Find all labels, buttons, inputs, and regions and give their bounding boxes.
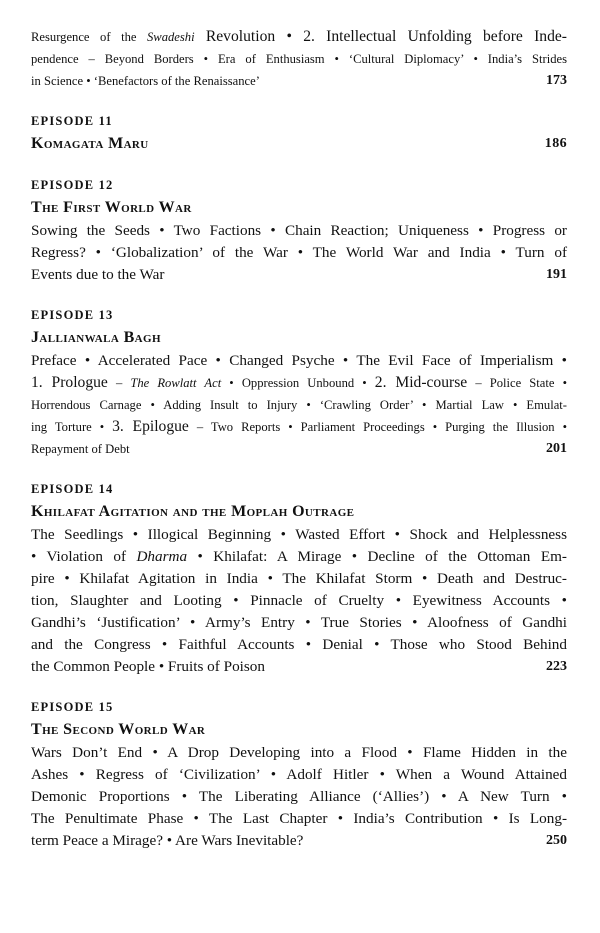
topic-line-last: Events due to the War 191	[31, 264, 567, 286]
episode-title: Komagata Maru 186	[31, 132, 567, 156]
topic-line: The Seedlings • Illogical Beginning • Wasted Effort • Shock and Helplessness	[31, 526, 567, 543]
topic-line: Regress? • ‘Globalization’ of the War • The World War and India • Turn of	[31, 244, 567, 261]
topic-line-last: Repayment of Debt 201	[31, 438, 567, 460]
episode-12	[31, 174, 567, 286]
page-number: 191	[546, 267, 567, 282]
episode-title: The Second World War	[31, 721, 206, 738]
topic-line: Sowing the Seeds • Two Factions • Chain Reaction; Uniqueness • Progress or	[31, 222, 567, 239]
episode-label: EPISODE 15	[31, 700, 114, 714]
page-number: 201	[546, 441, 567, 456]
topic-line: Preface • Accelerated Pace • Changed Psyche • The Evil Face of Imperialism •	[31, 352, 567, 369]
episode-label: EPISODE 12	[31, 178, 114, 192]
episode-label: EPISODE 14	[31, 482, 114, 496]
intro-line-2: pendence – Beyond Borders • Era of Enthusiasm • ‘Cultural Diplomacy’ • India’s Strides	[31, 52, 567, 66]
episode-11	[31, 110, 567, 156]
episode-13	[31, 304, 567, 460]
topic-line: and the Congress • Faithful Accounts • Denial • Those who Stood Behind	[31, 636, 567, 653]
page-number: 173	[546, 73, 567, 88]
topic-line-last: term Peace a Mirage? • Are Wars Inevitable? 250	[31, 830, 567, 852]
topic-line: Wars Don’t End • A Drop Developing into a Flood • Flame Hidden in the	[31, 744, 567, 761]
page-number: 223	[546, 659, 567, 674]
episode-title: Khilafat Agitation and the Moplah Outrage	[31, 503, 355, 520]
topic-line-last: the Common People • Fruits of Poison 223	[31, 656, 567, 678]
page-number: 186	[544, 136, 567, 151]
topic-line: Demonic Proportions • The Liberating Alliance (‘Allies’) • A New Turn •	[31, 788, 567, 805]
intro-line-3: in Science • ‘Benefactors of the Renaissance’ 173	[31, 70, 567, 92]
episode-label: EPISODE 13	[31, 308, 114, 322]
topic-line: tion, Slaughter and Looting • Pinnacle of Cruelty • Eyewitness Accounts •	[31, 592, 567, 609]
intro-entry	[31, 26, 567, 92]
topic-line: Horrendous Carnage • Adding Insult to Injury • ‘Crawling Order’ • Martial Law • Emulat-	[31, 398, 567, 412]
topic-line: ing Torture • 3. Epilogue – Two Reports • Parliament Proceedings • Purging the Illusion •	[31, 418, 567, 435]
episode-15	[31, 696, 567, 852]
topic-line: Ashes • Regress of ‘Civilization’ • Adolf Hitler • When a Wound Attained	[31, 766, 567, 783]
episode-title: The First World War	[31, 199, 192, 216]
episode-title: Jallianwala Bagh	[31, 329, 161, 346]
topic-line: 1. Prologue – The Rowlatt Act • Oppression Unbound • 2. Mid-course – Police State •	[31, 374, 567, 391]
topic-line: Gandhi’s ‘Justification’ • Army’s Entry • True Stories • Aloofness of Gandhi	[31, 614, 567, 631]
episode-14	[31, 478, 567, 678]
page-number: 250	[546, 833, 567, 848]
topic-line: pire • Khilafat Agitation in India • The Khilafat Storm • Death and Destruc-	[31, 570, 567, 587]
topic-line: • Violation of Dharma • Khilafat: A Mirage • Decline of the Ottoman Em-	[31, 548, 567, 565]
intro-line-1: Resurgence of the Swadeshi Revolution • 2. Intellectual Unfolding before Inde-	[31, 28, 567, 45]
topic-line: The Penultimate Phase • The Last Chapter • India’s Contribution • Is Long-	[31, 810, 567, 827]
episode-label: EPISODE 11	[31, 114, 113, 128]
